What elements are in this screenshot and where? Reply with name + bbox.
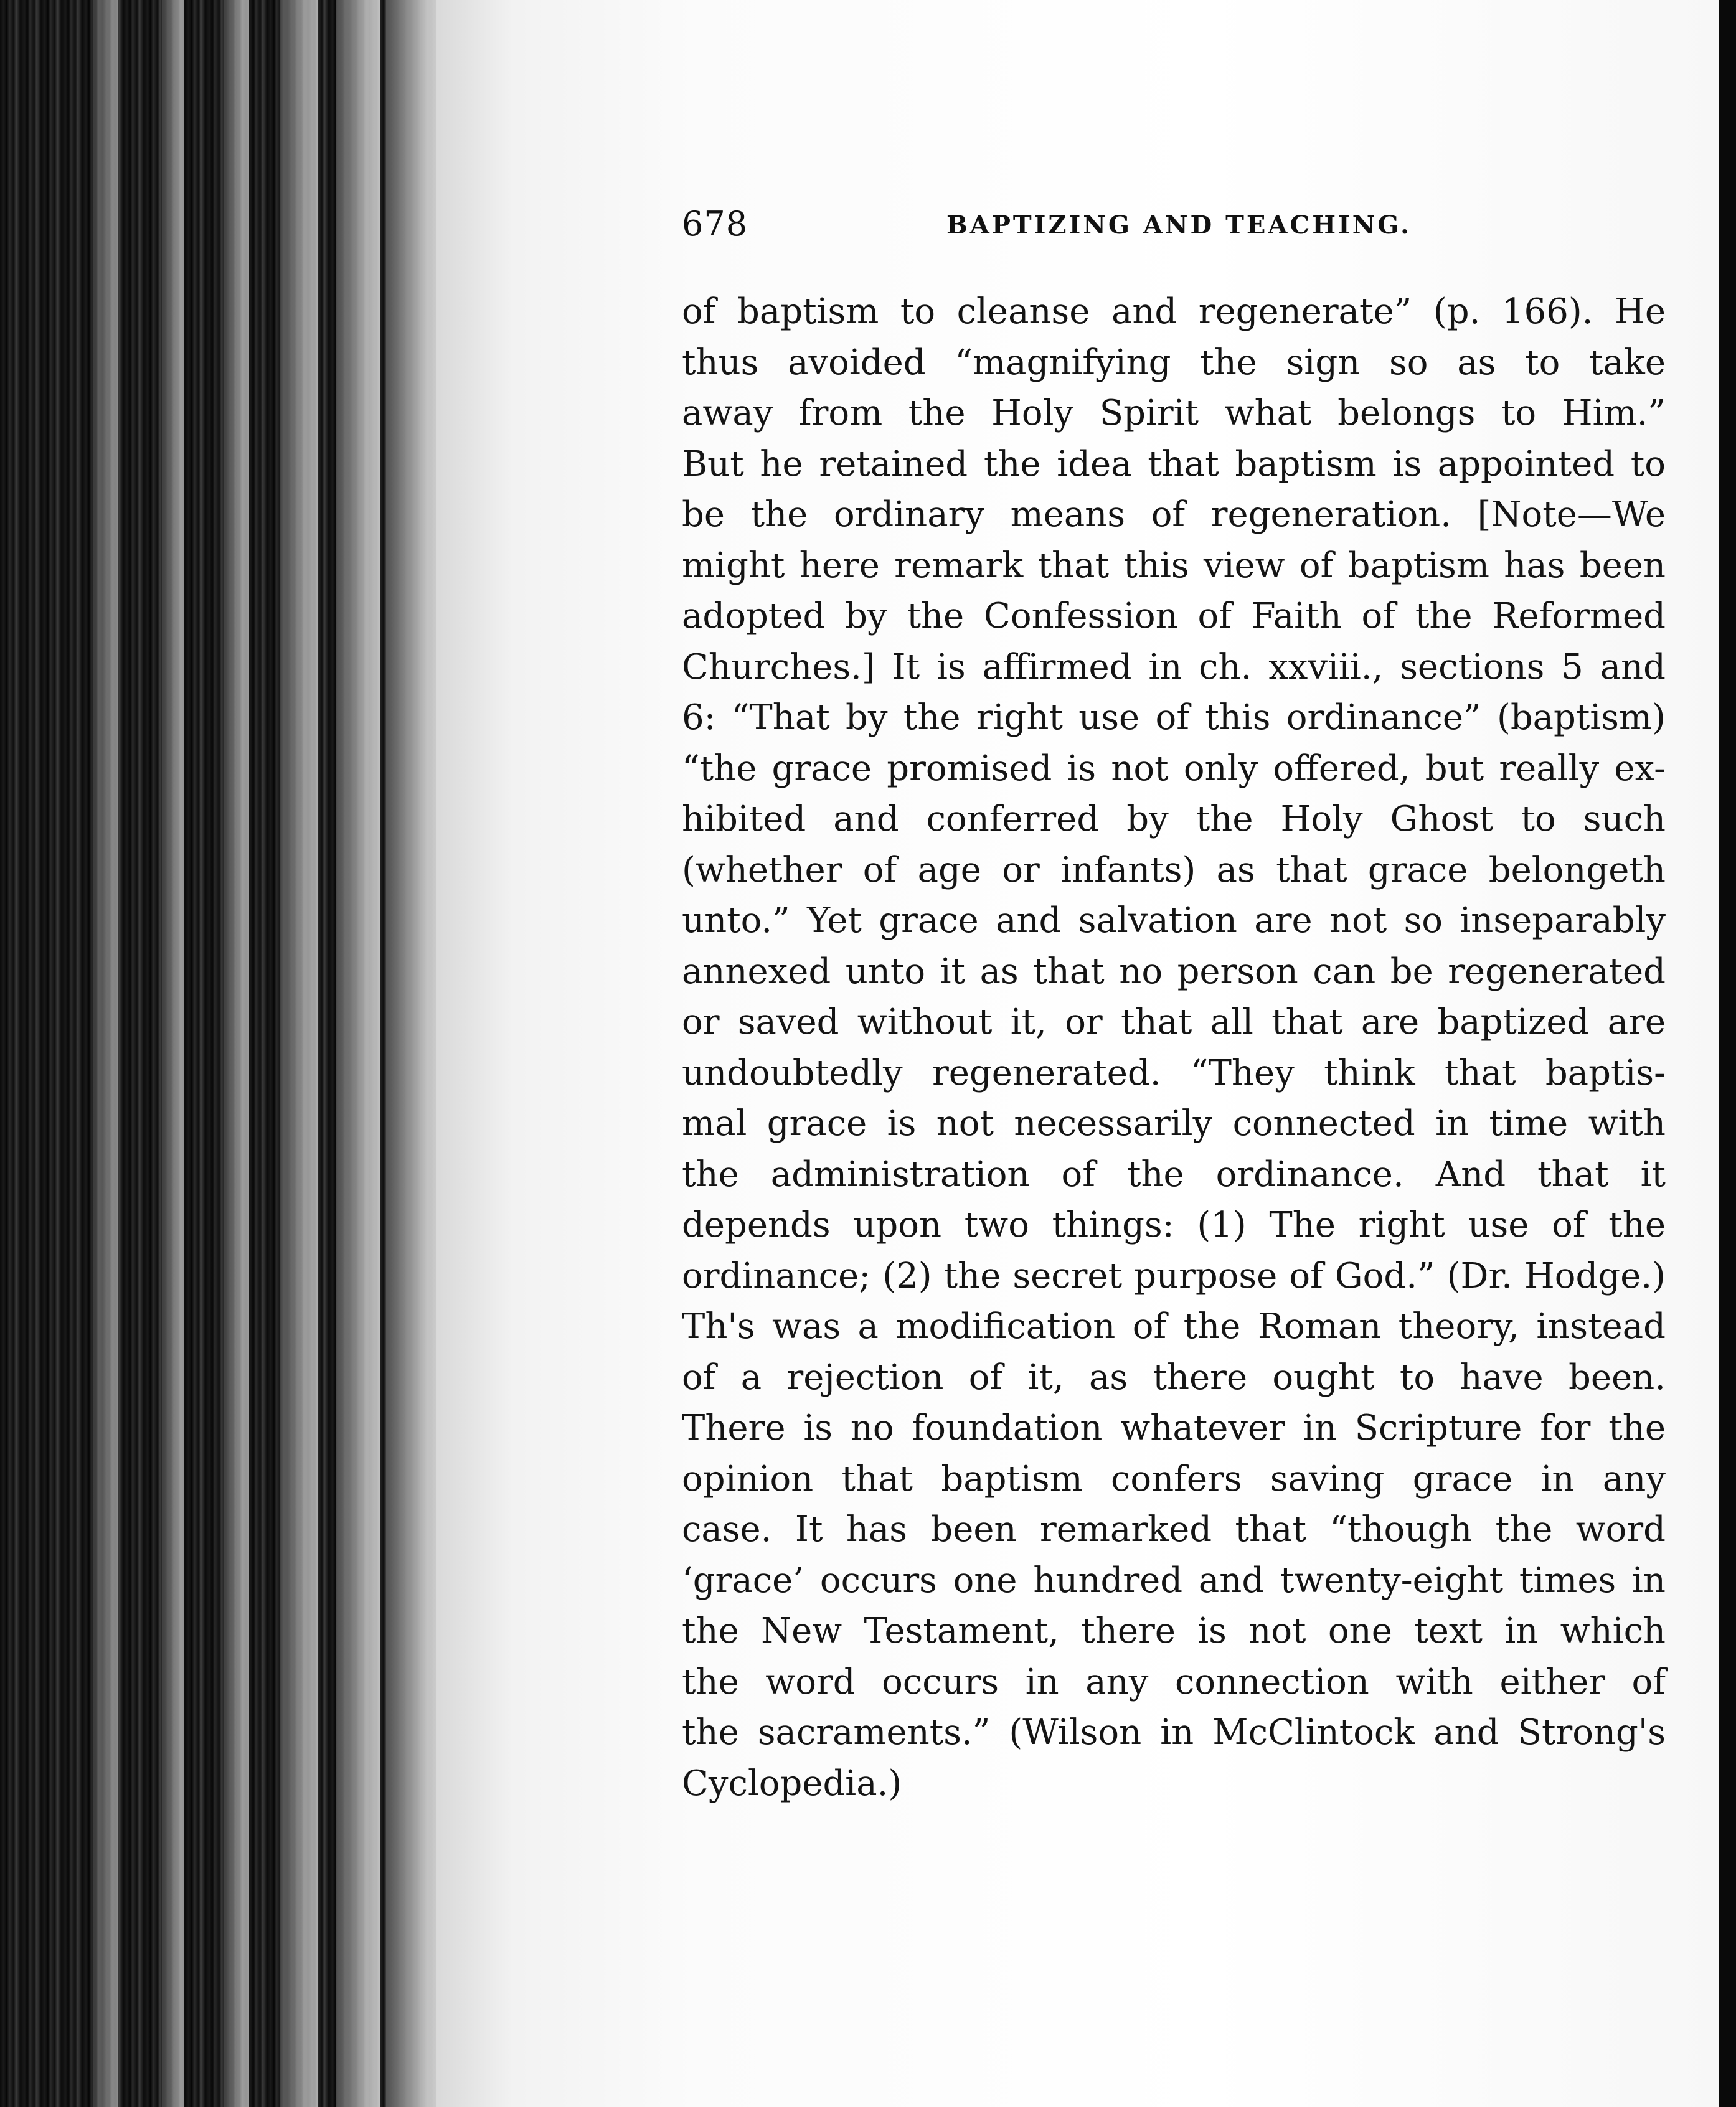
text-line: mal grace is not necessarily connected in time with [682, 1103, 1666, 1144]
text-line: of a rejection of it, as there ought to have been. [682, 1357, 1666, 1398]
text-line: might here remark that this view of baptism has been [682, 545, 1666, 586]
text-line: the New Testament, there is not one text in which [682, 1611, 1666, 1651]
page-edge-strip [224, 0, 249, 2107]
text-line: opinion that baptism confers saving grace in any [682, 1458, 1666, 1499]
text-line: be the ordinary means of regeneration. [Note—We [682, 494, 1666, 535]
text-line: of baptism to cleanse and regenerate” (p. 166). He [682, 291, 1666, 332]
page-edge-strip [386, 0, 442, 2107]
text-line: Th's was a modification of the Roman theory, instead [682, 1306, 1666, 1347]
page-edge-strip [162, 0, 184, 2107]
page-edge-strip [336, 0, 380, 2107]
text-line: the administration of the ordinance. And that it [682, 1154, 1666, 1195]
scan-border [1719, 0, 1736, 2107]
text-line: Cyclopedia.) [682, 1763, 902, 1804]
text-line: Churches.] It is affirmed in ch. xxviii., sections 5 and [682, 646, 1666, 687]
text-line: hibited and conferred by the Holy Ghost to such [682, 799, 1666, 839]
text-line: unto.” Yet grace and salvation are not so inseparably [682, 900, 1666, 941]
text-line: (whether of age or infants) as that grace belongeth [682, 849, 1666, 890]
text-line: thus avoided “magnifying the sign so as to take [682, 342, 1666, 383]
page-number: 678 [682, 204, 748, 243]
body-text [682, 286, 1666, 1809]
text-line: the sacraments.” (Wilson in McClintock and Strong's [682, 1712, 1666, 1753]
text-line: depends upon two things: (1) The right use of the [682, 1205, 1666, 1245]
book-page-edges [0, 0, 442, 2107]
running-head [682, 204, 1666, 248]
text-line: the word occurs in any connection with either of [682, 1661, 1666, 1702]
page-edge-strip [93, 0, 118, 2107]
text-line: annexed unto it as that no person can be regenerated [682, 951, 1666, 992]
page-edge-strip [280, 0, 318, 2107]
text-line: case. It has been remarked that “though the word [682, 1509, 1666, 1550]
text-line: 6: “That by the right use of this ordinance” (baptism) [682, 697, 1666, 738]
running-head-title: BAPTIZING AND TEACHING. [946, 210, 1412, 240]
text-line: “the grace promised is not only offered, but really ex- [682, 748, 1666, 789]
text-line: undoubtedly regenerated. “They think that baptis- [682, 1052, 1666, 1093]
text-line: away from the Holy Spirit what belongs to Him.” [682, 393, 1666, 433]
text-line: adopted by the Confession of Faith of the Reformed [682, 596, 1666, 636]
text-line: or saved without it, or that all that are baptized are [682, 1002, 1666, 1042]
text-line: But he retained the idea that baptism is appointed to [682, 443, 1666, 484]
text-line: There is no foundation whatever in Scripture for the [682, 1408, 1666, 1448]
text-line: ‘grace’ occurs one hundred and twenty-eight times in [682, 1560, 1666, 1601]
text-line: ordinance; (2) the secret purpose of God.” (Dr. Hodge.) [682, 1255, 1666, 1296]
